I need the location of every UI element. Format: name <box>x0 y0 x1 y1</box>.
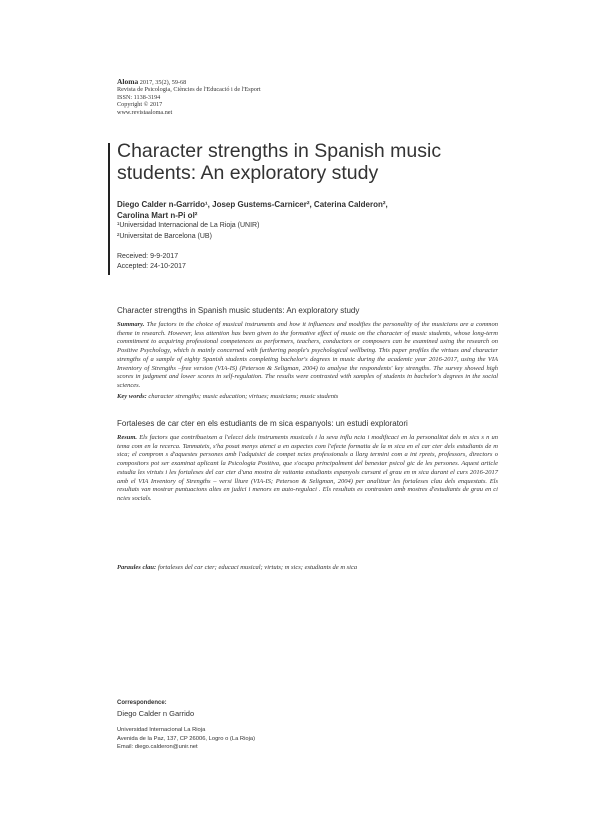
english-summary <box>117 321 498 391</box>
english-keywords <box>117 393 338 400</box>
received-date: Received: 9-9-2017 <box>117 253 179 260</box>
paraules-clau-label: Paraules clau: <box>117 564 157 571</box>
resum-text: Els factors que contribueixen a l'elecci dels instruments musicals i la seva influ ncia i modificaci en la personalitat dels m sics s n un tema com en la recerca. Tanmateix, s'ha posat menys atenci a en aspectes com l'efecte formatiu de la m sica en el car cter dels estudiants de m sica; el comprom s d'aquestes persones amb l'adquisici de compet ncies professionals a llarg termini com a int rprets, professors, directors o compositors pot ser examinat aplicant la Psicologia Positiva, que s'ocupa principalment del benestar psicol gic de les persones. Aquest article estudia les virtuts i les fortaleses del car cter d'una mostra de vuitanta estudiants espanyols cursant el grau en m sica durant el curs 2016-2017 amb el VIA Inventory of Strengths – versi lliure (VIA-IS; Peterson & Seligman, 2004) per analitzar les fortaleses clau dels enquestats. Els resultats van mostrar puntuacions altes en judici i menors en auto-regulaci . Els resultats es contrasten amb mostres d'estudiants de grau en ci ncies socials. <box>117 434 498 502</box>
journal-copyright: Copyright © 2017 <box>117 101 163 109</box>
correspondence-label: Correspondence: <box>117 700 167 706</box>
english-section-title: Character strengths in Spanish music students: An exploratory study <box>117 306 360 315</box>
author-list <box>117 200 497 221</box>
affiliations <box>117 221 259 242</box>
correspondence-address: Avenida de la Paz, 137, CP 26006, Logro o (La Rioja) <box>117 735 256 742</box>
catalan-keywords <box>117 564 357 571</box>
summary-text: The factors in the choice of musical instruments and how it influences and modifies the personality of the musicians are a common theme in research. However, less attention has been given to the formative effect of music on the character of music students, whose long-term commitment to acquiring professional competences as performers, teachers, conductors or composers can be examined using the research on Positive Psychology, which is mainly concerned with furthering people's psychological wellbeing. This paper profiles the virtues and character strengths of a sample of eighty Spanish students completing bachelor's degrees in music during the academic year 2016-2017, using the VIA Inventory of Strengths –free version (VIA-IS) (Peterson & Seligman, 2004) to analyse the respondents' key strengths. The survey showed high scores in judgment and lower scores in self-regulation. The results were contrasted with samples of students in bachelor's degrees in the social sciences. <box>117 321 498 389</box>
correspondence-details <box>117 726 255 752</box>
resum-label: Resum. <box>117 434 138 441</box>
author-line-2: Carolina Mart n-Pi ol² <box>117 210 198 220</box>
paper-title: Character strengths in Spanish music students: An exploratory study <box>117 140 442 184</box>
correspondence-name: Diego Calder n Garrido <box>117 709 195 718</box>
catalan-summary <box>117 434 498 504</box>
correspondence-institution: Universidad Internacional La Rioja <box>117 727 206 733</box>
author-line-1: Diego Calder n-Garrido¹, Josep Gustems-Carnicer², Caterina Calderon², <box>117 200 388 209</box>
title-rule <box>108 143 110 275</box>
journal-website[interactable]: www.revistaaloma.net <box>117 108 173 116</box>
summary-label: Summary. <box>117 321 145 328</box>
paraules-clau-text: fortaleses del car cter; educaci musical; virtuts; m sics; estudiants de m sica <box>157 564 358 571</box>
affiliation-1: ¹Universidad Internacional de La Rioja (UNIR) <box>117 222 260 229</box>
catalan-section-title: Fortaleses de car cter en els estudiants de m sica espanyols: un estudi exploratori <box>117 419 408 428</box>
publication-dates <box>117 252 186 272</box>
affiliation-2: ²Universitat de Barcelona (UB) <box>117 232 212 240</box>
journal-brand: Aloma <box>117 77 139 86</box>
keywords-text: character strengths; music education; virtues; musicians; music students <box>148 393 339 400</box>
journal-header <box>117 78 261 116</box>
journal-citation: 2017, 35(2), 59-68 <box>139 79 187 86</box>
accepted-date: Accepted: 24-10-2017 <box>117 263 186 270</box>
keywords-label: Key words: <box>117 393 147 400</box>
journal-issn: ISSN: 1138-3194 <box>117 93 161 101</box>
journal-name: Revista de Psicologia, Ciències de l'Educació i de l'Esport <box>117 86 261 94</box>
correspondence-email[interactable]: Email: diego.calderon@unir.net <box>117 744 198 750</box>
